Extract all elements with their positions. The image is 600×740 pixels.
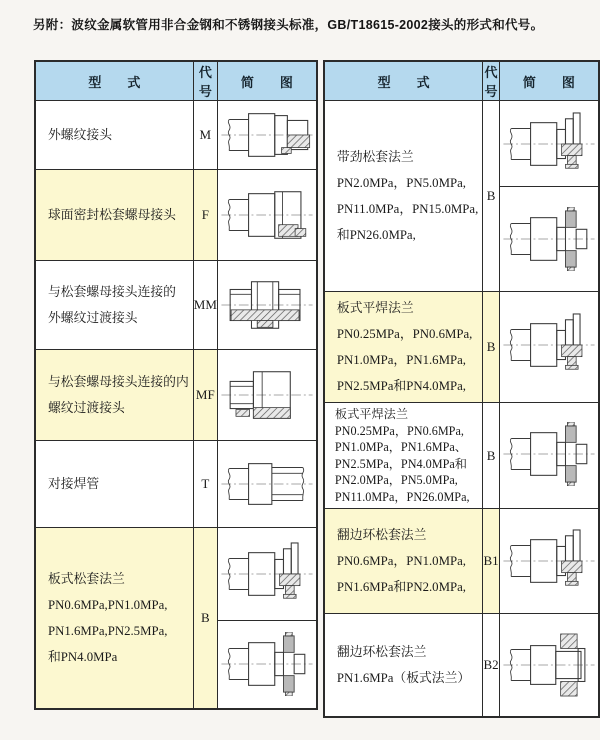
fitting-type-line: PN2.5MPa和PN4.0MPa, — [336, 379, 466, 393]
table-row — [35, 170, 317, 261]
table-row — [35, 261, 317, 350]
fitting-type-line: PN2.5MPa，PN4.0MPa和 — [334, 456, 467, 471]
diagram-subcell — [218, 170, 316, 260]
fitting-type-line: 和PN4.0MPa — [48, 649, 118, 664]
diagram-cell — [217, 170, 317, 261]
fitting-type-line: 板式平焊法兰 — [336, 301, 414, 315]
fitting-type-line: PN1.0MPa，PN1.6MPa、 — [334, 440, 467, 454]
fitting-type-line: PN1.0MPa，PN1.6MPa, — [336, 353, 466, 367]
fitting-code-cell: B — [483, 101, 500, 292]
fitting-type-line: 和PN26.0MPa, — [336, 228, 416, 242]
tables-container — [34, 60, 600, 718]
type-column-header: 型 式 — [35, 61, 193, 101]
code-column-header: 代号 — [483, 61, 500, 101]
fitting-type-line: PN1.6MPa和PN2.0MPa, — [336, 580, 466, 594]
diagram-subcell — [500, 509, 598, 613]
table-row — [324, 403, 599, 509]
diagram-cell — [217, 261, 317, 350]
fitting-type-line: PN2.0MPa，PN5.0MPa, — [336, 176, 466, 190]
diagram-cell — [217, 441, 317, 528]
fitting-code-cell: B2 — [483, 614, 500, 718]
fitting-type-line: 外螺纹过渡接头 — [48, 311, 138, 325]
type-column-header: 型 式 — [324, 61, 483, 101]
fitting-type-line: PN0.6MPa，PN1.0MPa, — [336, 554, 466, 568]
header-row — [324, 61, 599, 101]
diagram-subcell — [218, 441, 316, 527]
fitting-type-cell — [35, 261, 193, 350]
code-column-header: 代号 — [193, 61, 217, 101]
fitting-type-line: 对接焊管 — [48, 477, 100, 491]
fitting-type-cell — [35, 101, 193, 170]
plate-loose-flange-sym-diagram — [218, 632, 316, 696]
diagram-subcell — [218, 620, 316, 707]
fitting-type-line: 带劲松套法兰 — [336, 150, 414, 164]
diagram-subcell — [500, 292, 598, 398]
fitting-type-cell — [324, 509, 483, 614]
diagram-subcell — [500, 186, 598, 290]
table-row — [35, 101, 317, 170]
fitting-code-cell: B — [193, 528, 217, 709]
fitting-type-line: PN1.6MPa（板式法兰） — [336, 671, 471, 685]
fitting-type-line: PN11.0MPa，PN15.0MPa, — [336, 202, 479, 216]
diagram-cell — [499, 292, 599, 403]
double-male-adapter-diagram — [218, 273, 316, 337]
fitting-code-cell: B — [483, 403, 500, 509]
diagram-column-header: 简 图 — [217, 61, 317, 101]
female-adapter-diagram — [218, 363, 316, 427]
diagram-cell — [499, 614, 599, 718]
fitting-type-cell — [324, 403, 483, 509]
fitting-type-line: PN2.0MPa，PN5.0MPa, — [334, 473, 458, 487]
fitting-type-cell — [324, 101, 483, 292]
fitting-type-cell — [324, 614, 483, 718]
fitting-code-cell: M — [193, 101, 217, 170]
diagram-cell — [217, 101, 317, 170]
fitting-type-line: 与松套螺母接头连接的内 — [48, 375, 189, 389]
fitting-type-line: PN1.6MPa,PN2.5MPa, — [48, 623, 168, 638]
table-row — [35, 528, 317, 709]
diagram-cell — [499, 101, 599, 292]
diagram-cell — [217, 528, 317, 709]
fitting-code-cell: B — [483, 292, 500, 403]
lap-ring-loose-flange-diagram — [500, 633, 598, 697]
table-row — [324, 509, 599, 614]
diagram-subcell — [218, 350, 316, 440]
diagram-subcell — [500, 101, 598, 186]
fitting-type-line: 翻边环松套法兰 — [336, 528, 427, 542]
table-row — [324, 292, 599, 403]
plate-loose-flange-top-diagram — [218, 542, 316, 606]
fitting-type-cell — [35, 170, 193, 261]
fitting-type-line: 螺纹过渡接头 — [48, 401, 125, 415]
fitting-type-line: PN0.25MPa，PN0.6MPa, — [334, 423, 464, 438]
flared-ring-loose-flange-diagram — [500, 529, 598, 593]
plate-weld-flange-sym-diagram — [500, 422, 598, 486]
table-row — [324, 101, 599, 292]
diagram-subcell — [218, 528, 316, 620]
fitting-type-line: 与松套螺母接头连接的 — [48, 285, 176, 299]
diagram-subcell — [500, 614, 598, 716]
fitting-type-cell — [35, 528, 193, 709]
table-row — [35, 441, 317, 528]
male-thread-fitting-diagram — [218, 103, 316, 167]
fitting-type-cell — [324, 292, 483, 403]
fitting-type-line: 外螺纹接头 — [48, 128, 112, 142]
fitting-code-cell: B1 — [483, 509, 500, 614]
fitting-type-cell — [35, 441, 193, 528]
fitting-type-line: PN0.25MPa，PN0.6MPa, — [336, 327, 473, 341]
neck-loose-flange-sym-diagram — [500, 207, 598, 271]
fitting-type-line: 板式松套法兰 — [48, 571, 125, 586]
diagram-subcell — [500, 403, 598, 504]
fitting-type-line: 板式平焊法兰 — [334, 407, 409, 421]
fitting-code-cell: MM — [193, 261, 217, 350]
butt-weld-pipe-diagram — [218, 452, 316, 516]
neck-loose-flange-top-diagram — [500, 112, 598, 176]
fitting-type-line: 翻边环松套法兰 — [336, 645, 427, 659]
fitting-type-line: 球面密封松套螺母接头 — [48, 208, 176, 222]
table-row — [35, 350, 317, 441]
page-note: 另附：波纹金属软管用非合金钢和不锈钢接头标准，GB/T18615-2002接头的形式和代号。 — [33, 18, 544, 32]
table-row — [324, 614, 599, 718]
fitting-code-cell: T — [193, 441, 217, 528]
plate-weld-flange-diagram — [500, 313, 598, 377]
diagram-subcell — [218, 261, 316, 349]
fitting-type-line: PN0.6MPa,PN1.0MPa, — [48, 597, 168, 612]
fitting-code-cell: MF — [193, 350, 217, 441]
diagram-subcell — [218, 101, 316, 169]
header-row — [35, 61, 317, 101]
diagram-column-header: 简 图 — [499, 61, 599, 101]
swivel-nut-fitting-diagram — [218, 183, 316, 247]
fitting-type-cell — [35, 350, 193, 441]
diagram-cell — [217, 350, 317, 441]
fitting-type-table-left — [34, 60, 318, 710]
fitting-code-cell: F — [193, 170, 217, 261]
diagram-cell — [499, 509, 599, 614]
fitting-type-table-right — [323, 60, 600, 718]
fitting-type-line: PN11.0MPa，PN26.0MPa, — [334, 489, 470, 504]
diagram-cell — [499, 403, 599, 509]
